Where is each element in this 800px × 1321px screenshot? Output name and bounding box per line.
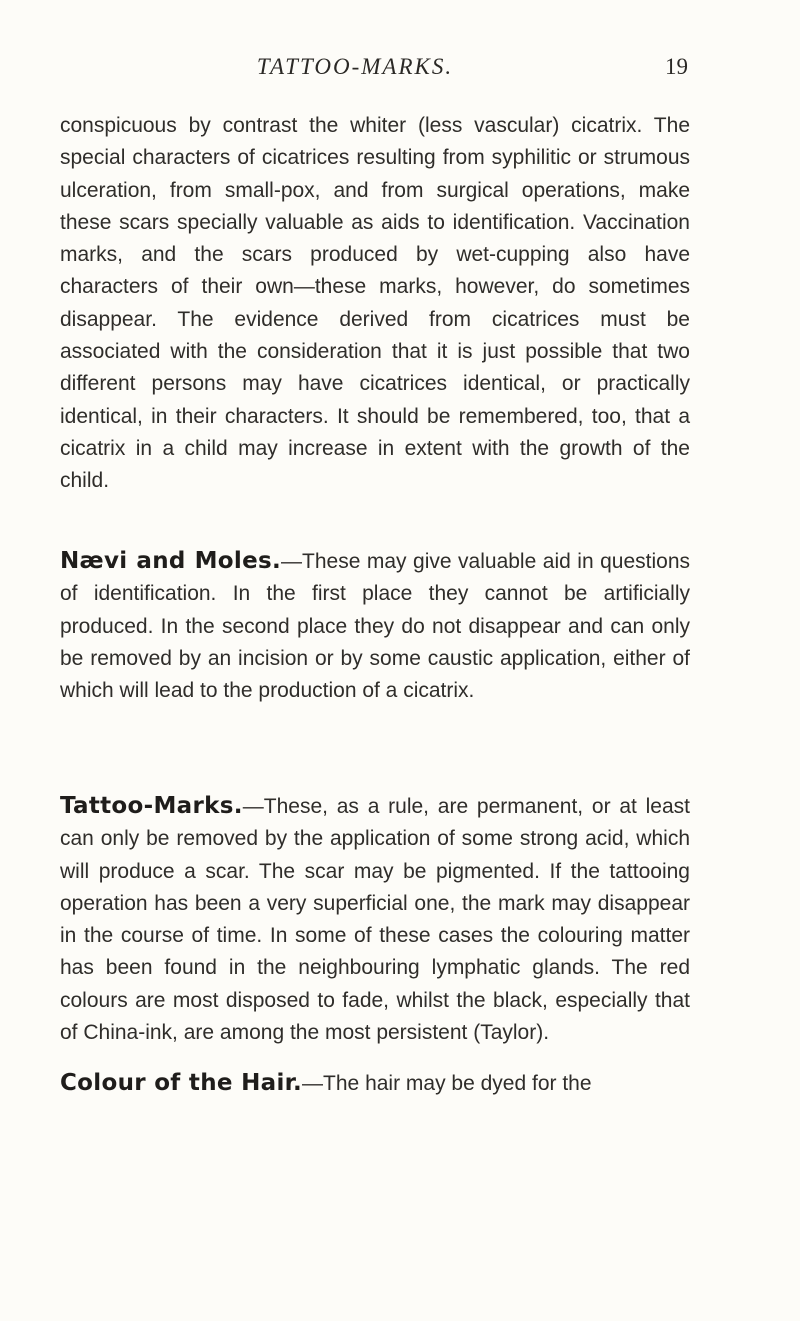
paragraph-naevi-and-moles	[60, 545, 690, 707]
section-heading: Colour of the Hair.	[60, 1070, 303, 1096]
page-header	[0, 50, 800, 84]
paragraph-text: —These, as a rule, are permanent, or at least can only be removed by the application of some strong acid, which will produce a scar. The scar may be pigmented. If the tattooing operation has been a very superficial one, the mark may disappear in the course of time. In some of these cases the colouring matter has been found in the neighbouring lymphatic glands. The red colours are most disposed to fade, whilst the black, especially that of China-ink, are among the most persistent (Taylor).	[60, 795, 690, 1045]
page-number: 19	[665, 54, 688, 79]
paragraph-tattoo-marks	[60, 790, 690, 1049]
paragraph-text: —The hair may be dyed for the	[302, 1072, 592, 1095]
paragraph-text: conspicuous by contrast the whiter (less vascular) cicatrix. The special characters of cicatrices resulting from syphilitic or strumous ulceration, from small-pox, and from surgical operations, make these scars specially valuable as aids to identification. Vaccination marks, and the scars produced by wet-cupping also have characters of their own—these marks, however, do sometimes disappear. The evidence derived from cicatrices must be associated with the consideration that it is just possible that two different persons may have cicatrices identical, or practically identical, in their characters. It should be remembered, too, that a cicatrix in a child may increase in extent with the growth of the child.	[60, 114, 690, 493]
paragraph-cicatrices	[60, 110, 690, 498]
paragraph-colour-of-hair	[60, 1067, 690, 1100]
section-heading: Tattoo-Marks.	[60, 793, 243, 819]
running-title: TATTOO-MARKS.	[256, 54, 454, 79]
paragraph-text: —These may give valuable aid in questions of identification. In the first place they cannot be artificially produced. In the second place they do not disappear and can only be removed by an incision or by some caustic application, either of which will lead to the production of a cicatrix.	[60, 550, 691, 703]
section-heading: Nævi and Moles.	[60, 548, 282, 574]
